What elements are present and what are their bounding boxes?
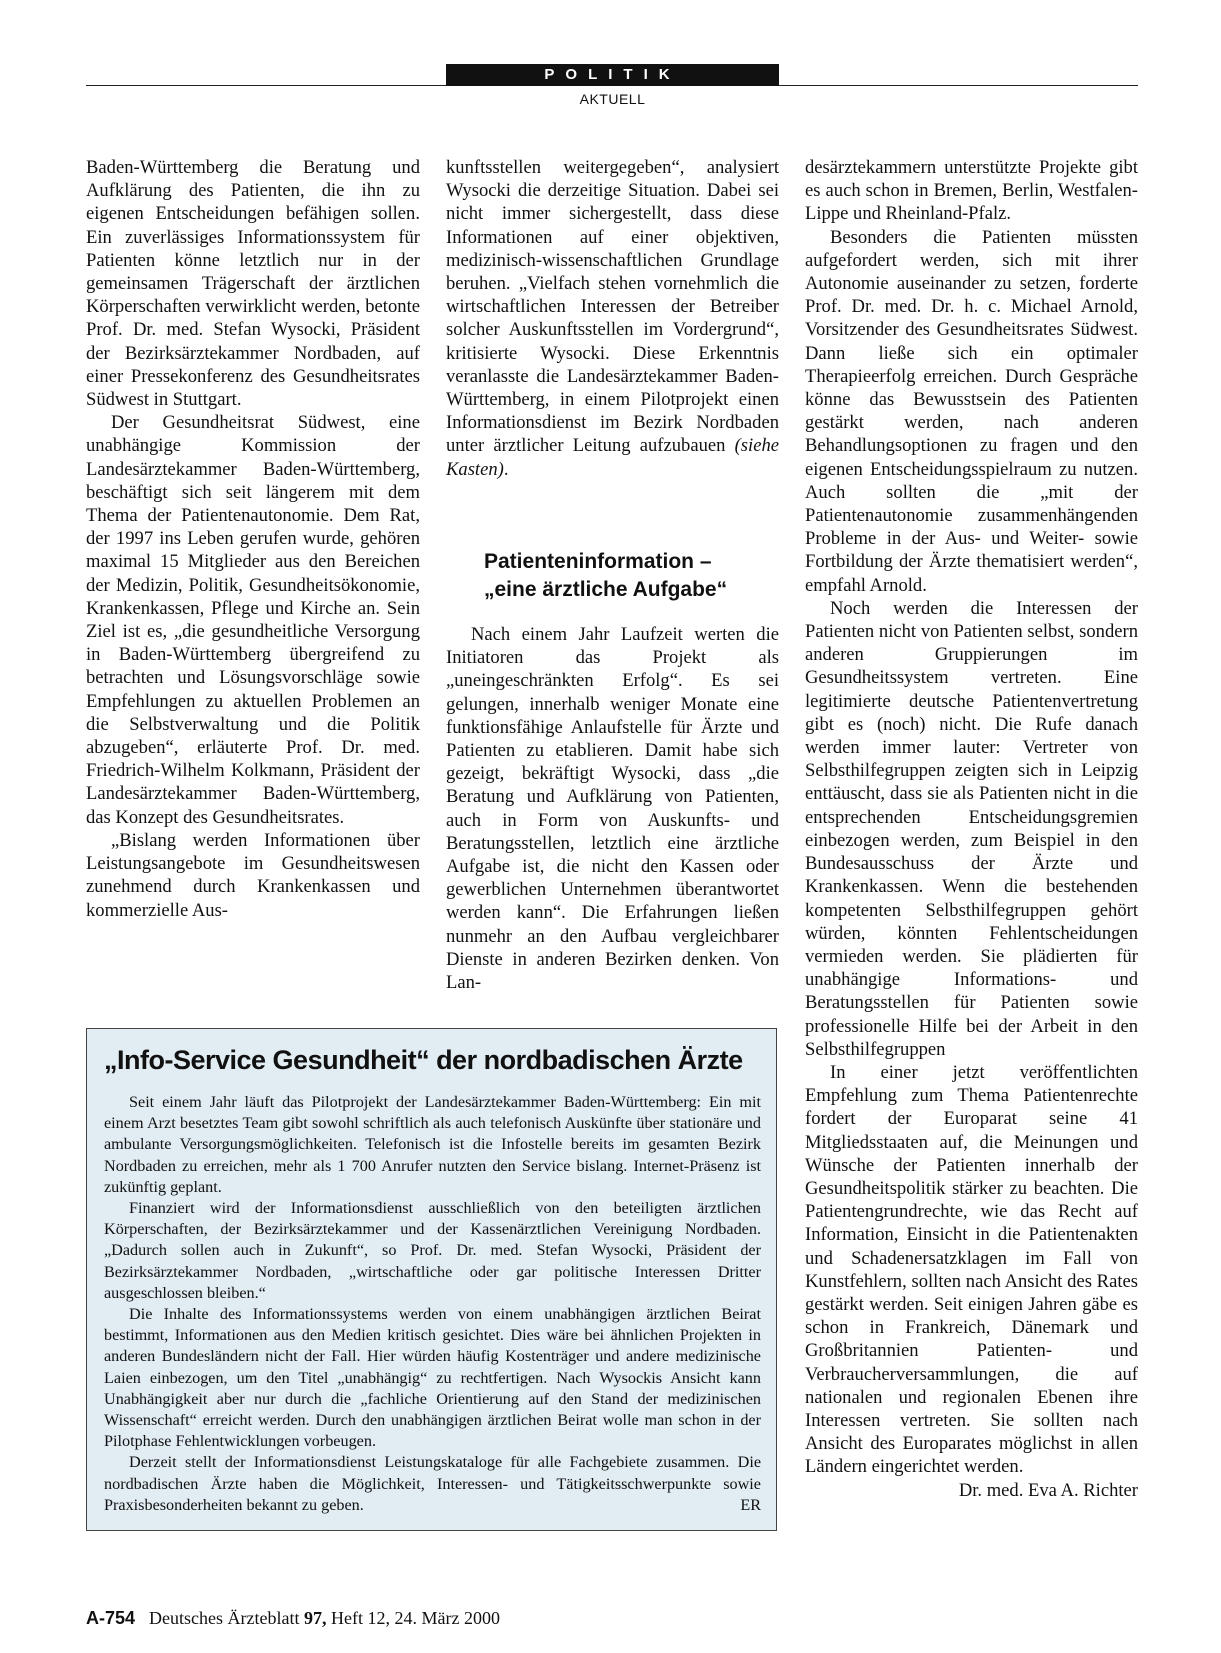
column-2-bottom: [446, 623, 779, 994]
column-3: [805, 156, 1138, 1502]
page-footer: [86, 1608, 500, 1629]
column-1: [86, 156, 420, 922]
paragraph: [446, 156, 779, 481]
info-box-paragraph: Finanziert wird der Informationsdienst ausschließlich von den beteiligten ärztlichen Körperschaften, der Bezirksärztekammer und der Kassenärztlichen Vereinigung Nordbaden. „Dadurch sollen auch in Zukunft“, so Prof. Dr. med. Stefan Wysocki, Präsident der Bezirksärztekammer Nordbaden, „wirtschaftliche oder gar politische Interessen Dritter ausgeschlossen bleiben.“: [104, 1199, 761, 1302]
info-box-paragraph: Die Inhalte des Informationssystems werden von einem unabhängigen ärztlichen Beirat bestimmt, Informationen aus den Medien kritisch gesichtet. Dies wäre bei ähnlichen Projekten in anderen Bundesländern nicht der Fall. Hier würden häufig Kostenträger und andere medizinische Laien einbezogen, um den Titel „unabhängig“ zu rechtfertigen. Nach Wysockis Ansicht kann Unabhängigkeit aber nur durch die „fachliche Orientierung auf den Stand der medizinischen Wissenschaft“ erreicht werden. Durch den unabhängigen ärztlichen Beirat wolle man schon in der Pilotphase Fehlentwicklungen vorbeugen.: [104, 1305, 761, 1451]
info-box-paragraph: Seit einem Jahr läuft das Pilotprojekt der Landesärztekammer Baden-Württemberg: Ein mit einem Arzt besetztes Team gibt sowohl schriftlich als auch telefonisch Auskünfte über stationäre und ambulante Versorgungsmöglichkeiten. Telefonisch ist die Infostelle bereits im gesamten Bezirk Nordbaden zu erreichen, mehr als 1 700 Anrufer nutzten den Service bislang. Internet-Präsenz ist zukünftig geplant.: [104, 1093, 761, 1196]
info-box-signature: ER: [740, 1495, 761, 1514]
page-number: A-754: [86, 1608, 136, 1628]
subheading-line-1: Patienteninformation –: [484, 550, 712, 573]
subsection-label: AKTUELL: [579, 91, 646, 107]
info-box: [86, 1028, 777, 1531]
section-label: POLITIK: [446, 64, 779, 86]
info-box-paragraph: [104, 1452, 761, 1516]
journal-name: Deutsches Ärzteblatt: [149, 1608, 300, 1628]
info-box-body: [104, 1092, 761, 1516]
paragraph: Der Gesundheitsrat Südwest, eine unabhängige Kommission der Landesärztekammer Baden-Württemberg, beschäftigt sich seit längerem mit dem Thema der Patientenautonomie. Dem Rat, der 1997 ins Leben gerufen wurde, gehören maximal 15 Mitglieder aus den Bereichen der Medizin, Politik, Gesundheitsökonomie, Krankenkassen, Pflege und Kirche an. Sein Ziel ist es, „die gesundheitliche Versorgung in Baden-Württemberg übergreifend zu betrachten und Lösungsvorschläge sowie Empfehlungen zu aktuellen Problemen an die Selbstverwaltung und die Politik abzugeben“, erläuterte Prof. Dr. med. Friedrich-Wilhelm Kolkmann, Präsident der Landesärztekammer Baden-Württemberg, das Konzept des Gesundheitsrates.: [86, 412, 420, 828]
column-2-top: [446, 156, 779, 481]
subheading-line-2: „eine ärztliche Aufgabe“: [484, 578, 728, 601]
paragraph: Noch werden die Interessen der Patienten nicht von Patienten selbst, sondern anderen Gruppierungen im Gesundheitssystem vertreten. Eine legitimierte deutsche Patientenvertretung gibt es (noch) nicht. Die Rufe danach werden immer lauter: Vertreter von Selbsthilfegruppen zeigten sich in Leipzig enttäuscht, dass sie als Patienten nicht in die entsprechenden Entscheidungsgremien einbezogen werden, zum Beispiel in den Bundesausschuss der Ärzte und Krankenkassen. Wenn die bestehenden kompetenten Selbsthilfegruppen gehört würden, könnten Fehlentscheidungen vermieden werden. Sie plädierten für unabhängige Informations- und Beratungsstellen für Patienten sowie professionelle Hilfe bei der Arbeit in den Selbsthilfegruppen: [805, 597, 1138, 1060]
info-box-text: Derzeit stellt der Informationsdienst Leistungskataloge für alle Fachgebiete zusammen. Die nordbadischen Ärzte haben die Möglichkeit, Interessen- und Tätigkeitsschwerpunkte sowie Praxisbesonderheiten bekannt zu geben.: [104, 1453, 761, 1514]
journal-issue: Heft 12, 24. März 2000: [330, 1608, 500, 1628]
paragraph: desärztekammern unterstützte Projekte gibt es auch schon in Bremen, Berlin, Westfalen-Lippe und Rheinland-Pfalz.: [805, 157, 1138, 225]
paragraph-text: In einer jetzt veröffentlichten Empfehlung zum Thema Patientenrechte fordert der Europarat seine 41 Mitgliedsstaaten auf, die Meinungen und Wünsche der Patienten innerhalb der Gesundheitspolitik stärker zu beachten. Die Patientengrundrechte, wie das Recht auf Information, Einsicht in die Patientenakten und Schadenersatzklagen im Fall von Kunstfehlern, sollten nach Ansicht des Rates gestärkt werden. Seit einigen Jahren gäbe es schon in Frankreich, Dänemark und Großbritannien Patienten- und Verbraucherversammlungen, die auf nationalen und regionalen Ebenen ihre Interessen vertreten. Sie sollten nach Ansicht des Europarates möglichst in allen Ländern eingerichtet werden.: [805, 1061, 1138, 1478]
paragraph: [805, 1061, 1138, 1501]
journal-volume: 97,: [303, 1608, 327, 1628]
info-box-title: „Info-Service Gesundheit“ der nordbadischen Ärzte: [104, 1045, 743, 1075]
box-reference: (siehe Kasten): [446, 435, 779, 480]
paragraph: „Bislang werden Informationen über Leistungsangebote im Gesundheitswesen zunehmend durch Krankenkassen und kommerzielle Aus-: [86, 829, 420, 921]
paragraph: Nach einem Jahr Laufzeit werten die Initiatoren das Projekt als „uneingeschränkten Erfolg“. Es sei gelungen, innerhalb weniger Monate eine funktionsfähige Anlaufstelle für Ärzte und Patienten zu etablieren. Damit habe sich gezeigt, bekräftigt Wysocki, dass „die Beratung und Aufklärung von Patienten, auch in Form von Auskunfts- und Beratungsstellen, letztlich eine ärztliche Aufgabe ist, die nicht den Kassen oder gewerblichen Unternehmen überantwortet werden kann“. Die Erfahrungen ließen nunmehr an den Aufbau vergleichbarer Dienste in anderen Bezirken denken. Von Lan-: [446, 624, 779, 994]
subheading: [484, 548, 784, 604]
paragraph-text: kunftsstellen weitergegeben“, analysiert Wysocki die derzeitige Situation. Dabei sei nicht immer sichergestellt, dass diese Informationen auf einer objektiven, medizinisch-wissenschaftlichen Grundlage beruhen. „Vielfach stehen vornehmlich die wirtschaftlichen Interessen der Betreiber solcher Auskunftsstellen im Vordergrund“, kritisierte Wysocki. Diese Erkenntnis veranlasste die Landesärztekammer Baden-Württemberg, in einem Pilotprojekt einen Informationsdienst im Bezirk Nordbaden unter ärztlicher Leitung aufzubauen: [446, 157, 779, 457]
paragraph-end: .: [503, 458, 509, 480]
paragraph: Baden-Württemberg die Beratung und Aufklärung des Patienten, die ihn zu eigenen Entscheidungen befähigen sollen. Ein zuverlässiges Informationssystem für Patienten könne letztlich nur in der gemeinsamen Trägerschaft der ärztlichen Körperschaften verwirklicht werden, betonte Prof. Dr. med. Stefan Wysocki, Präsident der Bezirksärztekammer Nordbaden, auf einer Pressekonferenz des Gesundheitsrates Südwest in Stuttgart.: [86, 157, 420, 411]
paragraph: Besonders die Patienten müssten aufgefordert werden, sich mit ihrer Autonomie auseinander zu setzen, forderte Prof. Dr. med. Dr. h. c. Michael Arnold, Vorsitzender des Gesundheitsrates Südwest. Dann ließe sich ein optimaler Therapieerfolg erreichen. Durch Gespräche könne das Bewusstsein des Patienten gestärkt werden, nach anderen Behandlungsoptionen zu fragen und den eigenen Entscheidungsspielraum zu nutzen. Auch sollten die „mit der Patientenautonomie zusammenhängenden Probleme in der Aus- und Weiter- sowie Fortbildung der Ärzte thematisiert werden“, empfahl Arnold.: [805, 226, 1138, 596]
author-signature: Dr. med. Eva A. Richter: [958, 1479, 1138, 1501]
